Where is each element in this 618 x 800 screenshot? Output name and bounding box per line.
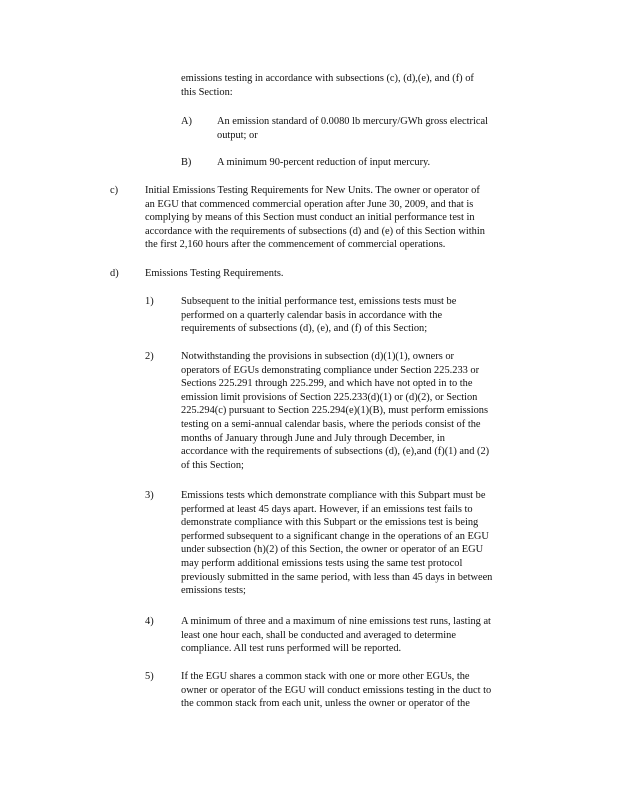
item-label: 1)	[145, 296, 154, 307]
text-line: owner or operator of the EGU will conduct emissions testing in the duct to	[181, 684, 492, 696]
text-line: performed subsequent to a significant change in the operations of an EGU	[181, 530, 489, 542]
text-line: compliance. All test runs performed will be reported.	[181, 643, 402, 655]
section-label: d)	[110, 268, 119, 279]
text-line: emissions testing in accordance with subsections (c), (d),(e), and (f) of	[181, 73, 474, 84]
item-label: 2)	[145, 351, 154, 362]
item-1-text	[181, 295, 497, 336]
item-5-text	[181, 670, 541, 711]
text-line: operators of EGUs demonstrating compliance under Section 225.233 or	[181, 364, 480, 376]
text-line: performed at least 45 days apart. However, if an emissions test fails to	[181, 503, 473, 515]
text-line: the common stack from each unit, unless the owner or operator of the	[181, 698, 470, 710]
text-line: months of January through June and July through December, in	[181, 432, 445, 444]
text-line: emissions tests;	[181, 585, 246, 597]
item-label: 3)	[145, 490, 154, 501]
text-line: this Section:	[181, 86, 233, 98]
text-line: previously submitted in the same period, with less than 45 days in between	[181, 571, 493, 583]
text-line: least one hour each, shall be conducted and averaged to determine	[181, 629, 456, 641]
text-line: A minimum of three and a maximum of nine emissions test runs, lasting at	[181, 616, 491, 627]
text-line: complying by means of this Section must conduct an initial performance test in	[145, 212, 475, 224]
item-2-text	[181, 350, 536, 472]
text-line: Initial Emissions Testing Requirements for New Units. The owner or operator of	[145, 185, 480, 196]
text-line: accordance with the requirements of subsections (d), (e),and (f)(1) and (2)	[181, 446, 490, 458]
text-line: emission limit provisions of Section 225.233(d)(1) or (d)(2), or Section	[181, 391, 478, 403]
text-line: accordance with the requirements of subsections (d) and (e) of this Section within	[145, 225, 485, 237]
item-4-text	[181, 615, 541, 656]
item-label: 5)	[145, 671, 154, 682]
text-line: under subsection (h)(2) of this Section, the owner or operator of an EGU	[181, 544, 484, 556]
subsection-label: B)	[181, 157, 192, 168]
section-c-text	[145, 184, 535, 252]
text-line: Subsequent to the initial performance test, emissions tests must be	[181, 296, 457, 307]
text-line: performed on a quarterly calendar basis in accordance with the	[181, 309, 443, 321]
text-line: 225.294(c) pursuant to Section 225.294(e)(1)(B), must perform emissions	[181, 405, 489, 417]
subsection-b-text	[217, 156, 523, 170]
section-heading: Emissions Testing Requirements.	[145, 268, 284, 279]
text-line: If the EGU shares a common stack with one or more other EGUs, the	[181, 671, 470, 682]
subsection-a-text	[217, 115, 523, 142]
item-label: 4)	[145, 616, 154, 627]
text-line: Emissions tests which demonstrate compliance with this Subpart must be	[181, 490, 486, 501]
text-line: an EGU that commenced commercial operation after June 30, 2009, and that is	[145, 198, 474, 210]
text-line: A minimum 90-percent reduction of input mercury.	[217, 157, 431, 168]
text-line: output; or	[217, 129, 258, 141]
text-line: testing on a semi-annual calendar basis, where the periods consist of the	[181, 418, 481, 430]
item-3-text	[181, 489, 533, 598]
text-line: requirements of subsections (d), (e), and (f) of this Section;	[181, 323, 428, 335]
text-line: demonstrate compliance with this Subpart or the emissions test is being	[181, 517, 479, 529]
intro-paragraph	[181, 72, 524, 99]
text-line: An emission standard of 0.0080 lb mercury/GWh gross electrical	[217, 116, 488, 127]
text-line: Notwithstanding the provisions in subsection (d)(1)(1), owners or	[181, 351, 455, 362]
text-line: Sections 225.291 through 225.299, and which have not opted in to the	[181, 378, 473, 390]
section-label: c)	[110, 185, 119, 196]
text-line: may perform additional emissions tests using the same test protocol	[181, 557, 463, 569]
text-line: of this Section;	[181, 459, 244, 471]
subsection-label: A)	[181, 116, 192, 127]
text-line: the first 2,160 hours after the commencement of commercial operations.	[145, 239, 446, 251]
